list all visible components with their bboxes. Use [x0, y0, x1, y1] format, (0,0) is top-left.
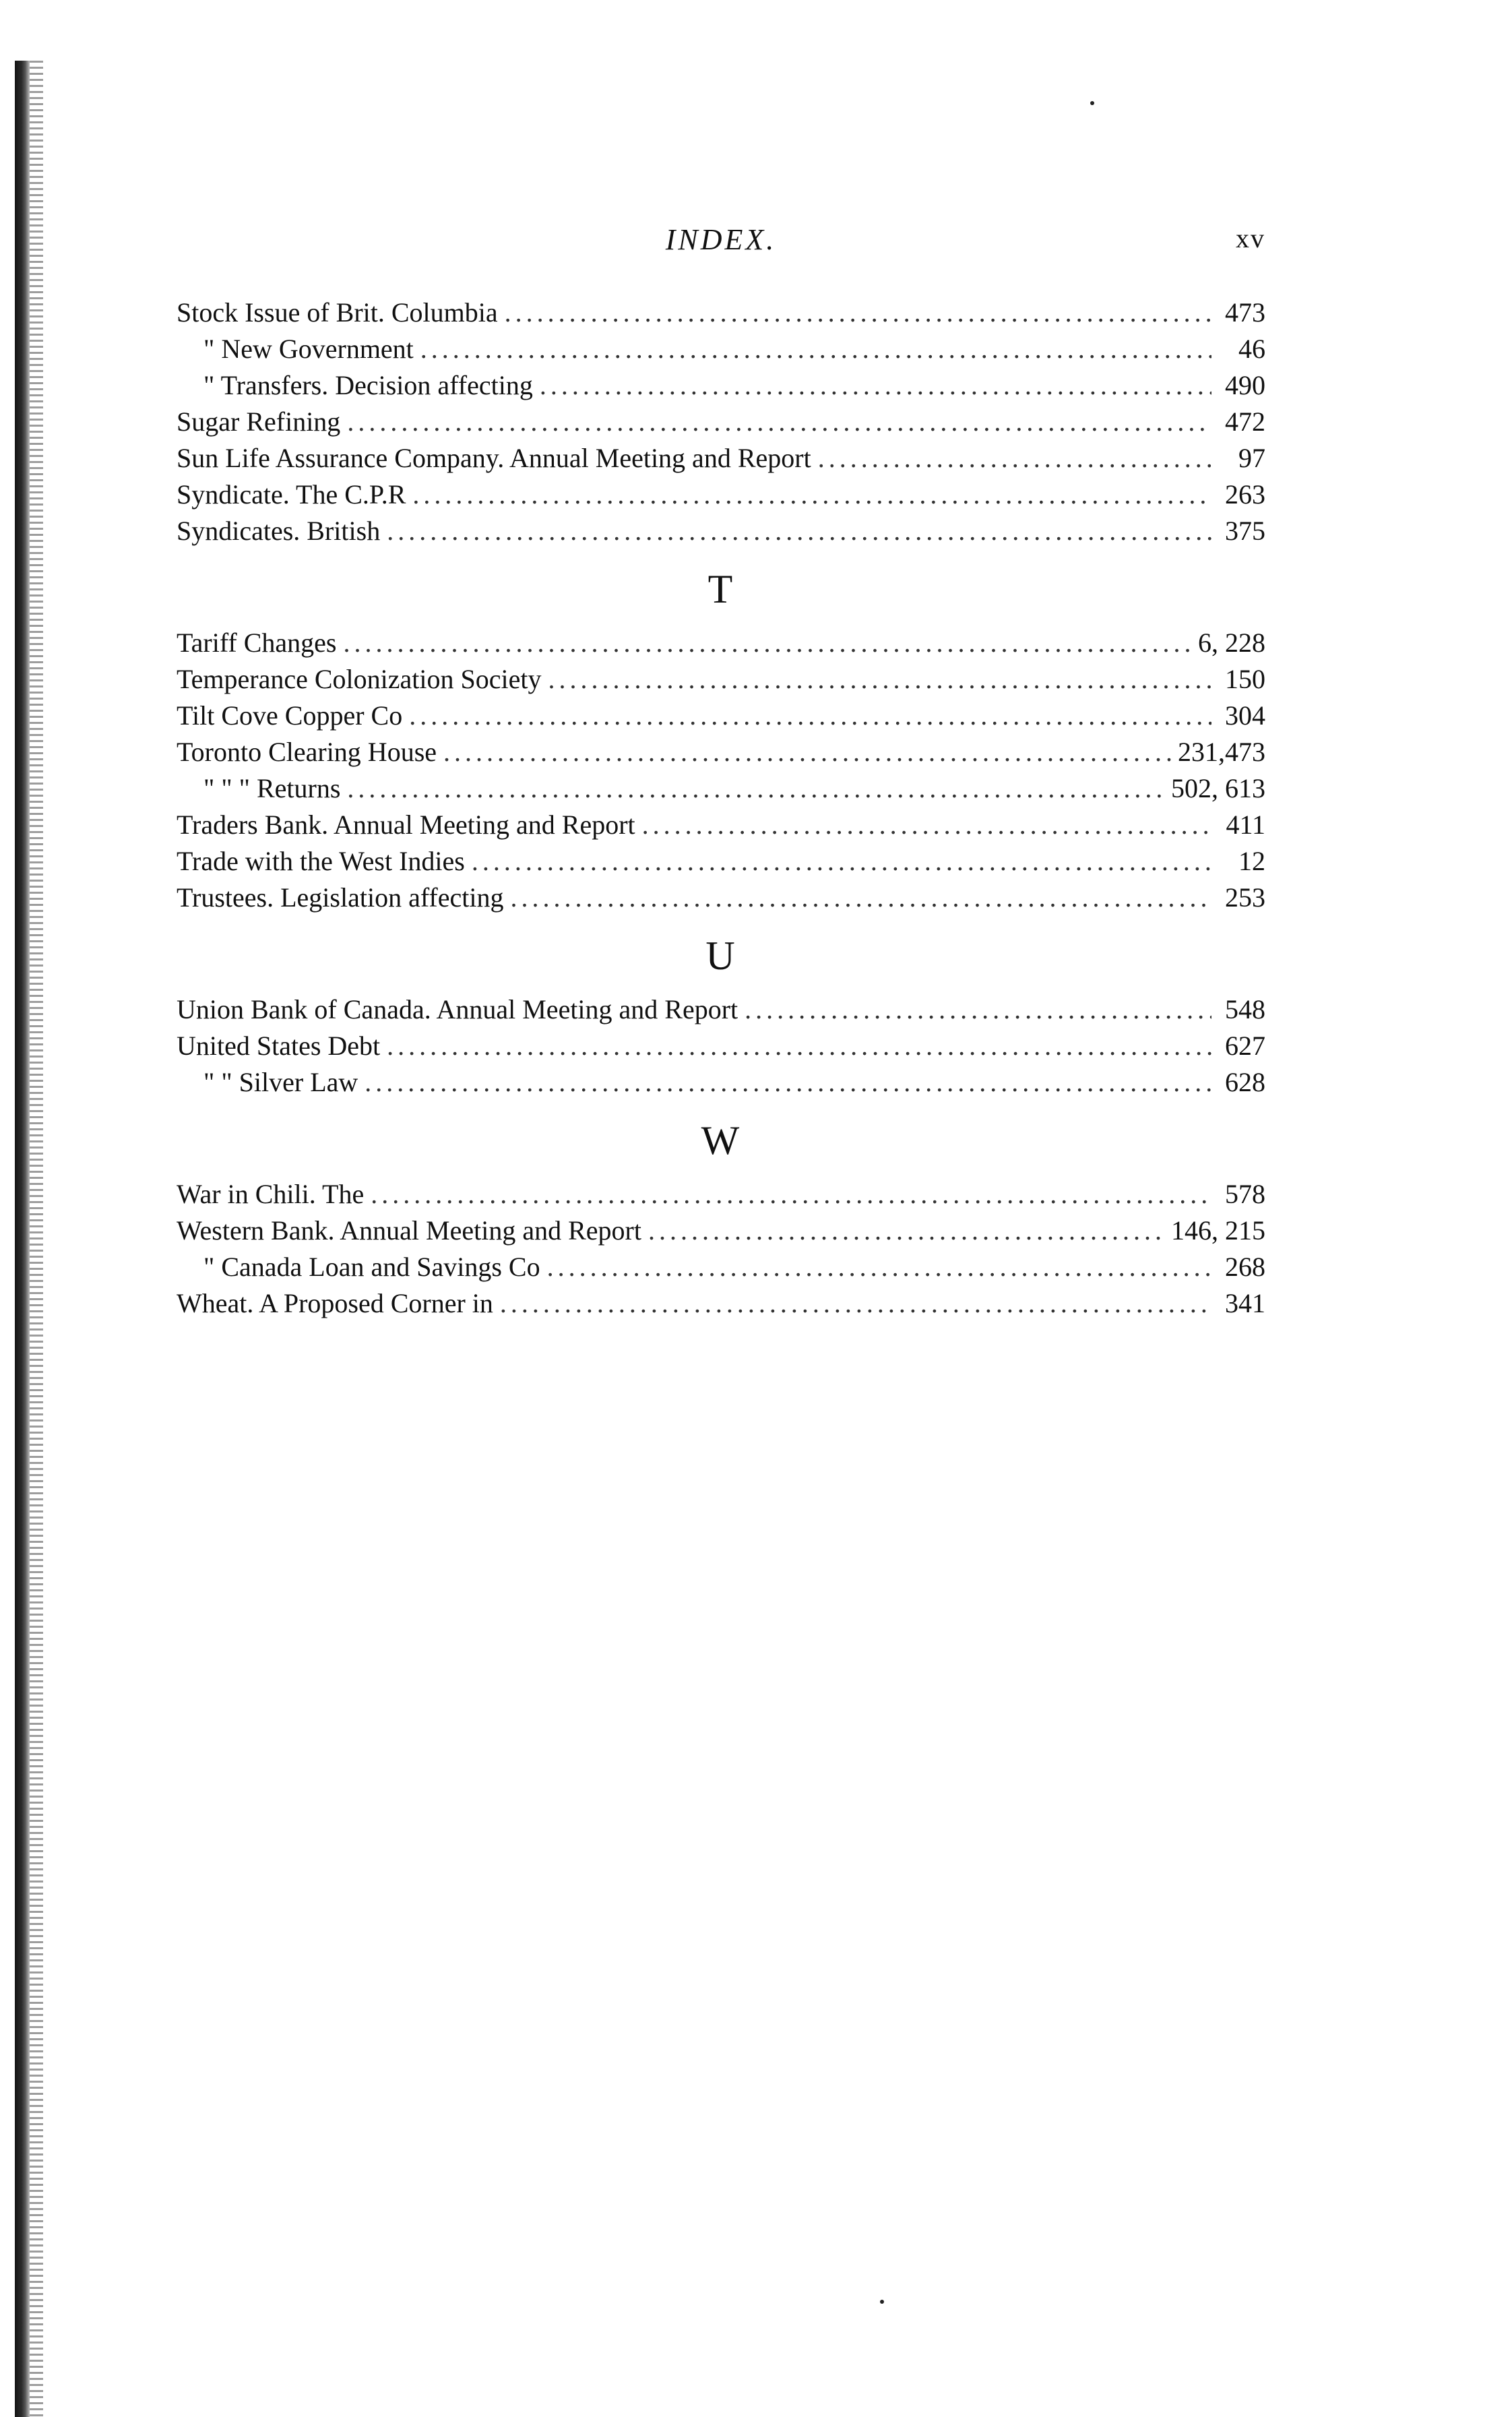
dot-leader	[371, 1178, 1211, 1210]
entry-term: Tariff Changes	[177, 628, 337, 658]
entry-pages: 150	[1225, 664, 1265, 694]
entry-term: Traders Bank. Annual Meeting and Report	[177, 809, 635, 840]
scan-speck	[1090, 101, 1094, 105]
index-entry	[177, 845, 1265, 882]
index-entry	[177, 736, 1265, 772]
entry-term: " " " Returns	[203, 773, 341, 803]
index-entry	[177, 333, 1265, 369]
entry-pages: 253	[1225, 882, 1265, 913]
index-section	[177, 918, 1265, 1103]
dot-leader	[472, 845, 1211, 877]
dot-leader	[510, 882, 1211, 913]
index-entry	[177, 479, 1265, 515]
entry-term: Sugar Refining	[177, 406, 341, 437]
entry-term: Trade with the West Indies	[177, 846, 465, 876]
entry-term: Sun Life Assurance Company. Annual Meeting and Report	[177, 443, 811, 473]
index-section	[177, 1103, 1265, 1324]
entry-term: " Transfers. Decision affecting	[203, 370, 533, 400]
entry-pages: 502, 613	[1171, 773, 1265, 803]
entry-term: Toronto Clearing House	[177, 737, 437, 767]
dot-leader	[745, 993, 1211, 1025]
entry-pages: 146, 215	[1171, 1215, 1265, 1246]
dot-leader	[387, 1030, 1211, 1062]
index-entry	[177, 700, 1265, 736]
entry-pages: 341	[1225, 1288, 1265, 1318]
index-entry	[177, 993, 1265, 1030]
dot-leader	[818, 442, 1211, 474]
index-entry	[177, 627, 1265, 663]
entry-term: " Canada Loan and Savings Co	[203, 1252, 540, 1282]
page-header	[177, 222, 1265, 263]
index-entry	[177, 1030, 1265, 1066]
entry-pages: 263	[1225, 479, 1265, 510]
entry-term: Syndicates. British	[177, 516, 381, 546]
entry-pages: 548	[1225, 994, 1265, 1024]
dot-leader	[500, 1287, 1211, 1319]
entry-term: War in Chili. The	[177, 1179, 365, 1209]
page-number: xv	[1236, 223, 1265, 253]
entry-term: " " Silver Law	[203, 1067, 358, 1097]
dot-leader	[347, 772, 1164, 804]
entry-pages: 46	[1238, 334, 1265, 364]
dot-leader	[547, 1251, 1211, 1283]
dot-leader	[540, 369, 1211, 401]
entry-term: Western Bank. Annual Meeting and Report	[177, 1215, 641, 1246]
entry-pages: 231,473	[1178, 737, 1265, 767]
dot-leader	[347, 406, 1211, 437]
section-letter: W	[701, 1118, 741, 1163]
scan-speck	[880, 2300, 884, 2304]
index-section	[177, 551, 1265, 918]
index-entry	[177, 809, 1265, 845]
dot-leader	[412, 479, 1211, 510]
entry-pages: 12	[1238, 846, 1265, 876]
dot-leader	[443, 736, 1171, 768]
index-entry	[177, 369, 1265, 406]
dot-leader	[344, 627, 1192, 659]
entry-pages: 6, 228	[1198, 628, 1265, 658]
entry-term: Trustees. Legislation affecting	[177, 882, 504, 913]
dot-leader	[642, 809, 1211, 840]
entry-term: Temperance Colonization Society	[177, 664, 542, 694]
entry-term: " New Government	[203, 334, 414, 364]
running-title: INDEX.	[665, 223, 777, 256]
entry-pages: 473	[1225, 297, 1265, 328]
entry-pages: 304	[1225, 700, 1265, 731]
scan-binding-edge	[15, 61, 30, 2417]
section-letter: T	[707, 566, 734, 611]
dot-leader	[387, 515, 1211, 547]
index-entry	[177, 406, 1265, 442]
dot-leader	[409, 700, 1211, 731]
entry-term: Union Bank of Canada. Annual Meeting and Report	[177, 994, 738, 1024]
index-section	[177, 297, 1265, 551]
index-entry	[177, 297, 1265, 333]
entry-pages: 97	[1238, 443, 1265, 473]
dot-leader	[648, 1215, 1164, 1246]
entry-term: Syndicate. The C.P.R	[177, 479, 406, 510]
entry-pages: 375	[1225, 516, 1265, 546]
entry-pages: 472	[1225, 406, 1265, 437]
section-letter: U	[705, 933, 736, 978]
index-body	[177, 297, 1265, 1324]
dot-leader	[365, 1066, 1211, 1098]
index-entry	[177, 882, 1265, 918]
entry-pages: 628	[1225, 1067, 1265, 1097]
index-entry	[177, 1066, 1265, 1103]
entry-pages: 268	[1225, 1252, 1265, 1282]
index-entry	[177, 1251, 1265, 1287]
index-entry	[177, 663, 1265, 700]
index-entry	[177, 1287, 1265, 1324]
index-entry	[177, 1178, 1265, 1215]
entry-term: Stock Issue of Brit. Columbia	[177, 297, 498, 328]
entry-term: United States Debt	[177, 1031, 381, 1061]
entry-pages: 578	[1225, 1179, 1265, 1209]
dot-leader	[548, 663, 1211, 695]
entry-term: Tilt Cove Copper Co	[177, 700, 403, 731]
dot-leader	[420, 333, 1211, 365]
index-entry	[177, 772, 1265, 809]
entry-term: Wheat. A Proposed Corner in	[177, 1288, 493, 1318]
index-entry	[177, 1215, 1265, 1251]
dot-leader	[505, 297, 1211, 328]
entry-pages: 490	[1225, 370, 1265, 400]
entry-pages: 411	[1226, 809, 1265, 840]
index-entry	[177, 515, 1265, 551]
index-entry	[177, 442, 1265, 479]
entry-pages: 627	[1225, 1031, 1265, 1061]
